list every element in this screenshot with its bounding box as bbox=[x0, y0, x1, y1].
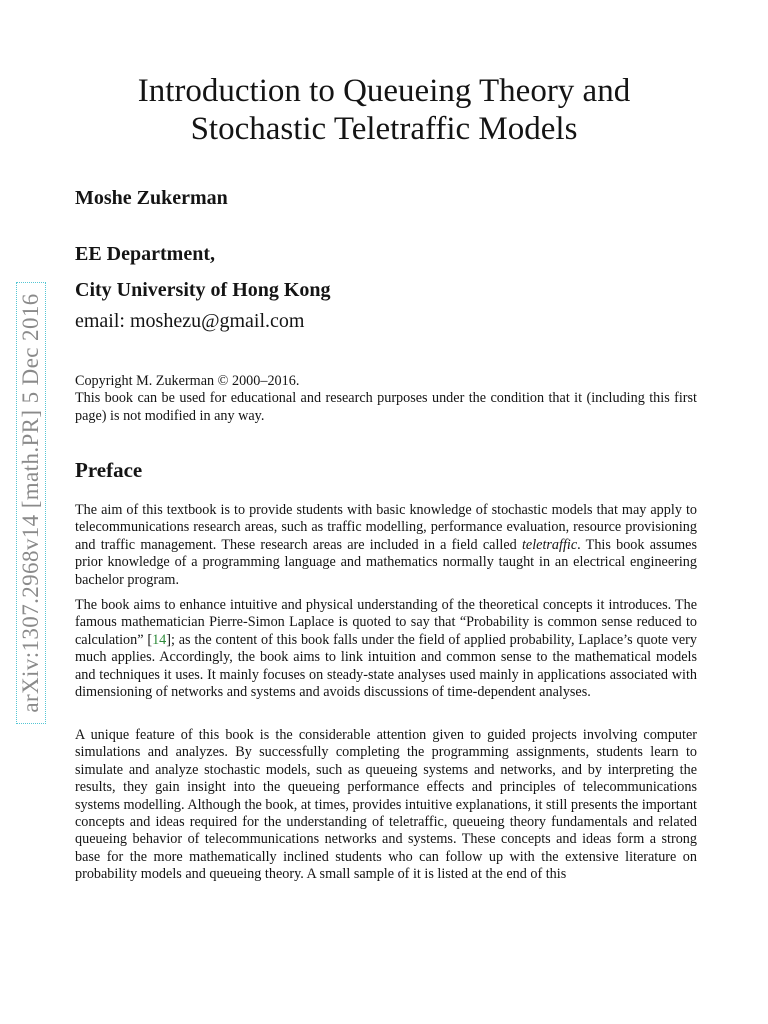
affiliation-department: EE Department, bbox=[75, 243, 215, 265]
author-name: Moshe Zukerman bbox=[75, 187, 228, 209]
email-line: email: moshezu@gmail.com bbox=[75, 310, 305, 332]
preface-paragraph-2 bbox=[75, 597, 697, 701]
preface-heading: Preface bbox=[75, 458, 143, 482]
paragraph-text: The book aims to enhance intuitive and physical understanding of the theoretical concepts it introduces. The famous mathematician Pierre-Simon Laplace is quoted to say that “Probability is common sense reduced to calculation” [ bbox=[75, 597, 697, 648]
arxiv-stamp bbox=[16, 282, 46, 724]
copyright-line: Copyright M. Zukerman © 2000–2016. bbox=[75, 373, 300, 389]
paragraph-text: The aim of this textbook is to provide students with basic knowledge of stochastic models that may apply to telecommunications research areas, such as traffic modelling, performance evaluation, resource provisioning and traffic management. These research areas are included in a field called bbox=[75, 502, 697, 553]
preface-paragraph-3 bbox=[75, 727, 697, 884]
paragraph-text: A unique feature of this book is the considerable attention given to guided projects involving computer simulations and analyzes. By successfully completing the programming assignments, students learn to simulate and analyze stochastic models, such as queueing systems and networks, and by interpreting the results, they gain insight into the queueing performance effects and principles of telecommunications systems modelling. Although the book, at times, provides intuitive explanations, it still presents the important concepts and ideas required for the understanding of teletraffic, queueing theory fundamentals and related queueing behavior of telecommunications networks and systems. These concepts and ideas form a strong base for the more mathematically inclined students who can follow up with the extensive literature on probability models and queueing theory. A small sample of it is listed at the end of this bbox=[75, 727, 697, 883]
citation-link[interactable]: 14 bbox=[152, 631, 167, 648]
title-line-1: Introduction to Queueing Theory and bbox=[137, 73, 631, 109]
arxiv-identifier: arXiv:1307.2968v14 [math.PR] 5 Dec 2016 bbox=[18, 293, 43, 713]
title-line-2: Stochastic Teletraffic Models bbox=[190, 111, 578, 147]
affiliation-university: City University of Hong Kong bbox=[75, 279, 331, 301]
preface-paragraph-1 bbox=[75, 502, 697, 589]
emphasis-teletraffic: teletraffic bbox=[521, 536, 578, 553]
paragraph-text: . This book assumes prior knowledge of a programming language and mathematics normally taught in an electrical engineering bachelor program. bbox=[75, 536, 697, 588]
paragraph-text: ]; as the content of this book falls under the field of applied probability, Laplace’s quote very much applies. Accordingly, the book aims to link intuition and common sense to the mathematical models and techniques it uses. It mainly focuses on steady-state analyses used mainly in applications associated with dimensioning of networks and systems and avoids discussions of time-dependent analyses. bbox=[75, 631, 697, 701]
usage-terms: This book can be used for educational and research purposes under the condition that it (including this first page) is not modified in any way. bbox=[75, 390, 697, 424]
copyright-notice bbox=[75, 373, 697, 425]
